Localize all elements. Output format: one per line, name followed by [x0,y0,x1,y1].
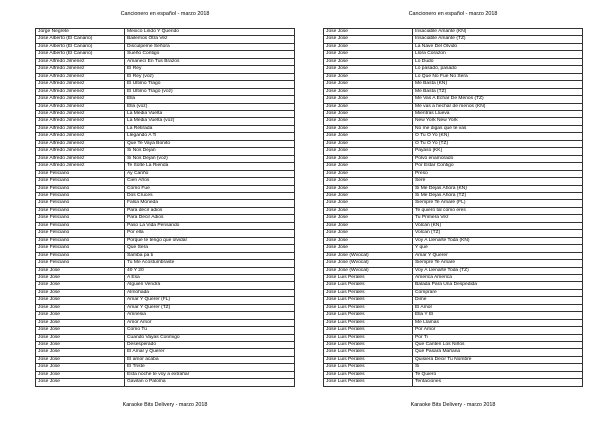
artist-cell: Jose Jose [324,73,413,80]
artist-cell: Jose Luis Perales [324,282,413,289]
table-row [36,282,295,289]
artist-cell: Jose Jose [324,170,413,177]
artist-cell: Jose Jose [324,81,413,88]
table-row [324,349,583,356]
artist-cell: Jose Feliciano [36,215,125,222]
song-cell: Mientras Llueva [413,110,583,117]
artist-cell: Jose Alfredo Jimenez [36,118,125,125]
artist-cell: Jose Jose [36,304,125,311]
table-row [36,148,295,155]
artist-cell: Jose Alfredo Jimenez [36,125,125,132]
table-row [36,155,295,162]
artist-cell: Jose Jose [36,297,125,304]
song-cell: Paso La Vida Pensando [125,222,295,229]
artist-cell: Jose Feliciano [36,260,125,267]
table-row [324,29,583,36]
table-row [36,245,295,252]
table-row [324,222,583,229]
artist-cell: Jose Jose [36,282,125,289]
song-cell: Volcan (TZ) [413,230,583,237]
song-cell: No me digas que te vas [413,125,583,132]
table-row [324,297,583,304]
page-header: Cancionero en español - marzo 2018 [408,11,498,17]
table-row [36,260,295,267]
artist-cell: Jose Luis Perales [324,289,413,296]
song-cell: Y qué [413,245,583,252]
song-cell: Bailemos Otra Vez [125,36,295,43]
artist-cell: Jose Feliciano [36,222,125,229]
table-row [324,215,583,222]
song-cell: Como Fue [125,185,295,192]
table-row [324,364,583,371]
song-cell: Para Decir Adios [125,215,295,222]
table-row [324,103,583,110]
table-row [36,379,295,386]
song-cell: Ay Cariño [125,170,295,177]
song-cell: Dos Cruces [125,192,295,199]
song-cell: Amor Amor [125,319,295,326]
song-cell: Payaso [KK] [413,148,583,155]
table-row [324,118,583,125]
song-cell: Ella [125,96,295,103]
table-row [324,327,583,334]
right-page [323,0,583,424]
artist-cell: Jose Jose [36,334,125,341]
artist-cell: Jose Jose [36,312,125,319]
table-row [324,43,583,50]
song-cell: El Triste [125,364,295,371]
song-cell: Amar Y Querer (FL) [125,297,295,304]
table-row [324,192,583,199]
song-cell: El Ultimo Trago (voz) [125,88,295,95]
song-cell: Que Sera [125,245,295,252]
table-row [36,133,295,140]
artist-cell: Jose Jose [36,289,125,296]
table-row [36,364,295,371]
artist-cell: Jose Jose [324,133,413,140]
song-cell: Esta noche te voy a extrañar [125,371,295,378]
table-row [36,200,295,207]
song-cell: Volcán (KN) [413,222,583,229]
artist-cell: Jose Jose [324,125,413,132]
artist-cell: Jose Jose [324,58,413,65]
song-cell: El Amar y Querer [125,349,295,356]
page-header: Cancionero en español - marzo 2018 [120,11,210,17]
artist-cell: Jose Jose [324,207,413,214]
table-row [36,29,295,36]
song-cell: Llegando A Ti [125,133,295,140]
artist-cell: Jose Feliciano [36,200,125,207]
artist-cell: Jose Jose [324,66,413,73]
table-row [36,103,295,110]
left-page [35,0,295,424]
song-cell: Almohada [125,289,295,296]
song-cell: O Tu O Yo (KN) [413,133,583,140]
song-cell: Quisiera Decir Tu Nombre [413,356,583,363]
song-cell: Me Basta (KN) [413,81,583,88]
table-row [36,312,295,319]
table-row [36,267,295,274]
artist-cell: Jose Feliciano [36,185,125,192]
artist-cell: Jose Jose [324,96,413,103]
table-row [324,334,583,341]
table-row [36,304,295,311]
song-cell: Si Nos Dejan (voz) [125,155,295,162]
song-cell: Falsa Moneda [125,200,295,207]
table-row [324,110,583,117]
table-row [36,342,295,349]
table-row [36,192,295,199]
table-row [324,312,583,319]
table-row [36,110,295,117]
song-cell: Amar Y Querer [413,252,583,259]
artist-cell: Jose Jose [36,379,125,386]
page-footer: Karaoke Bits Delivery - marzo 2018 [410,402,496,408]
song-cell: Gavilan o Paloma [125,379,295,386]
artist-cell: Jose Luis Perales [324,334,413,341]
table-row [324,207,583,214]
artist-cell: Jose Jose [324,163,413,170]
artist-cell: Jose Feliciano [36,170,125,177]
song-cell: El Rey (voz) [125,73,295,80]
song-cell: Samba pa ti [125,252,295,259]
song-table [35,28,295,387]
table-row [324,267,583,274]
song-cell: Ella (voz) [125,103,295,110]
table-row [36,334,295,341]
song-cell: Seré [413,178,583,185]
table-row [36,73,295,80]
artist-cell: Jose Alfredo Jimenez [36,110,125,117]
song-cell: El Amor [413,304,583,311]
artist-cell: Jose Luis Perales [324,379,413,386]
song-cell: Lo Que No Fue No Sera [413,73,583,80]
song-cell: Porque te tengo que olvidar [125,237,295,244]
song-cell: A Esa [125,274,295,281]
song-cell: Me Vas A Echar De Menos (TZ) [413,96,583,103]
artist-cell: Jose Luis Perales [324,364,413,371]
song-cell: Para decir adios [125,207,295,214]
song-cell: Insaciable Amante (TZ) [413,36,583,43]
artist-cell: Jose Luis Perales [324,312,413,319]
table-row [324,245,583,252]
song-cell: Lo pasado, pasado [413,66,583,73]
song-cell: Sueño Contigo [125,51,295,58]
artist-cell: Jose Jose [324,51,413,58]
artist-cell: Jose Jose [324,192,413,199]
table-row [324,237,583,244]
artist-cell: Jose Jose [324,155,413,162]
artist-cell: Jose Jose [324,215,413,222]
song-cell: Comprare [413,289,583,296]
song-cell: Que Te Vaya Bonito [125,140,295,147]
table-row [324,230,583,237]
song-cell: La Media Vuelta (voz) [125,118,295,125]
artist-cell: Jose Jose [324,103,413,110]
table-row [324,379,583,386]
artist-cell: Jose Luis Perales [324,356,413,363]
table-row [324,58,583,65]
song-cell: New York New York [413,118,583,125]
artist-cell: Jose Alfredo Jimenez [36,133,125,140]
song-cell: Dime [413,297,583,304]
artist-cell: Jose Jose [36,349,125,356]
artist-cell: Jose Alfredo Jimenez [36,148,125,155]
song-cell: Cien Años [125,178,295,185]
artist-cell: Jose Alfredo Jimenez [36,58,125,65]
song-cell: Por Amor [413,327,583,334]
song-cell: Qué Pasará Mañana [413,349,583,356]
table-row [36,66,295,73]
song-cell: Tu Primera Vez [413,215,583,222]
artist-cell: Jose Jose [324,29,413,36]
artist-cell: Jose Jose [324,88,413,95]
table-row [324,163,583,170]
table-row [324,81,583,88]
song-cell: Por ella [125,230,295,237]
table-row [324,371,583,378]
song-cell: O Tu O Yo (TZ) [413,140,583,147]
table-row [36,43,295,50]
table-row [324,140,583,147]
artist-cell: Jose Jose [36,371,125,378]
artist-cell: Jose Luis Perales [324,297,413,304]
song-cell: Disculpeme Señora [125,43,295,50]
song-cell: Tu Me Acostumbraste [125,260,295,267]
table-row [36,88,295,95]
artist-cell: Jose Jose [36,267,125,274]
table-row [36,319,295,326]
song-cell: Me vas a hechar de menos (KN) [413,103,583,110]
artist-cell: Jose Jose [324,237,413,244]
artist-cell: Jose Luis Perales [324,304,413,311]
table-row [36,170,295,177]
artist-cell: Jose Jose [324,36,413,43]
table-row [324,289,583,296]
artist-cell: Jose Alfredo Jimenez [36,88,125,95]
song-cell: Voy A Llenarte Toda (KN) [413,237,583,244]
song-cell: Me Basta (TZ) [413,88,583,95]
artist-cell: Jorge Negrete [36,29,125,36]
song-cell: Alguien Vendrá [125,282,295,289]
artist-cell: Jose Luis Perales [324,327,413,334]
song-cell: Lo Dudo [413,58,583,65]
artist-cell: Jose Luis Perales [324,319,413,326]
artist-cell: Jose Jose [36,342,125,349]
table-row [36,163,295,170]
table-row [324,274,583,281]
artist-cell: Jose Jose [324,200,413,207]
song-cell: Te quiero tal como eres [413,207,583,214]
table-row [36,237,295,244]
song-cell: Llora Corazon [413,51,583,58]
artist-cell: Jose Jose [36,319,125,326]
table-row [324,170,583,177]
table-row [36,349,295,356]
song-cell: Amnesia [125,312,295,319]
song-cell: Amanecí En Tus Brazos [125,58,295,65]
table-row [36,125,295,132]
song-cell: Preso [413,170,583,177]
table-row [36,274,295,281]
table-row [324,125,583,132]
artist-cell: Jose Jose [324,148,413,155]
song-cell: Mexico Lindo Y Querido [125,29,295,36]
song-cell: Si Me Dejas Ahora (KN) [413,185,583,192]
table-row [36,81,295,88]
song-cell: Que Canten Los Niños [413,342,583,349]
table-row [36,58,295,65]
song-cell: Amar Y Querer (TZ) [125,304,295,311]
artist-cell: Jose Luis Perales [324,274,413,281]
table-row [324,36,583,43]
artist-cell: Jose Luis Perales [324,371,413,378]
table-row [36,140,295,147]
table-row [36,222,295,229]
table-row [324,200,583,207]
table-row [324,148,583,155]
song-cell: Voy A Llenarte Toda (TZ) [413,267,583,274]
table-row [324,319,583,326]
table-row [36,289,295,296]
artist-cell: Jose Jose [324,185,413,192]
artist-cell: Jose Alfredo Jimenez [36,81,125,88]
table-row [324,51,583,58]
table-row [324,282,583,289]
song-cell: El amor acaba [125,356,295,363]
song-cell: El Rey [125,66,295,73]
artist-cell: Jose Jose [36,364,125,371]
artist-cell: Jose Jose [324,110,413,117]
table-row [36,215,295,222]
artist-cell: Jose Alfredo Jimenez [36,66,125,73]
table-row [324,73,583,80]
table-row [36,36,295,43]
table-row [324,133,583,140]
song-cell: Cuando Vayas Conmigo [125,334,295,341]
artist-cell: Jose Feliciano [36,237,125,244]
artist-cell: Jose Alberto (El Canario) [36,51,125,58]
song-cell: Polvo enamorado [413,155,583,162]
artist-cell: Jose Jose [324,230,413,237]
artist-cell: Jose Feliciano [36,230,125,237]
artist-cell: Jose Alfredo Jimenez [36,96,125,103]
song-cell: La Media Vuelta [125,110,295,117]
artist-cell: Jose Jose [324,43,413,50]
song-cell: La Retirada [125,125,295,132]
table-row [36,185,295,192]
song-cell: Me Llamas [413,319,583,326]
artist-cell: Jose Jose [36,327,125,334]
table-row [36,371,295,378]
table-row [36,207,295,214]
artist-cell: Jose Feliciano [36,192,125,199]
song-cell: Balada Para Una Despedida [413,282,583,289]
artist-cell: Jose Jose [324,222,413,229]
artist-cell: Jose Jose [324,118,413,125]
artist-cell: Jose Alfredo Jimenez [36,73,125,80]
artist-cell: Jose Alberto (El Canario) [36,43,125,50]
song-cell: Ella Y El [413,312,583,319]
artist-cell: Jose Alfredo Jimenez [36,140,125,147]
song-cell: Si [413,364,583,371]
table-row [324,342,583,349]
table-row [324,252,583,259]
song-cell: Siempre Te Amaré (FL) [413,200,583,207]
song-cell: Insaciable Amante (KN) [413,29,583,36]
song-cell: Como Tú [125,327,295,334]
song-table [323,28,583,387]
song-cell: 40 Y 20 [125,267,295,274]
song-cell: El Ultimo Trago [125,81,295,88]
artist-cell: Jose Alberto (El Canario) [36,36,125,43]
table-row [324,260,583,267]
table-row [36,118,295,125]
song-cell: Por Ti [413,334,583,341]
table-row [36,51,295,58]
artist-cell: Jose Jose [324,178,413,185]
table-row [324,178,583,185]
table-row [324,304,583,311]
song-cell: Si Me Dejas Ahora (TZ) [413,192,583,199]
song-cell: Te Quiero [413,371,583,378]
artist-cell: Jose Jose [36,356,125,363]
song-cell: America America [413,274,583,281]
table-row [36,178,295,185]
song-cell: Desesperado [125,342,295,349]
table-row [324,88,583,95]
artist-cell: Jose Alfredo Jimenez [36,155,125,162]
artist-cell: Jose Feliciano [36,245,125,252]
table-row [324,185,583,192]
artist-cell: Jose Feliciano [36,207,125,214]
artist-cell: Jose Alfredo Jimenez [36,103,125,110]
table-row [36,252,295,259]
artist-cell: Jose Feliciano [36,252,125,259]
artist-cell: Jose Feliciano [36,178,125,185]
song-cell: Siempre Te Amaré [413,260,583,267]
artist-cell: Jose Jose [324,140,413,147]
table-row [324,66,583,73]
table-row [324,356,583,363]
song-cell: Tentaciones [413,379,583,386]
table-row [36,230,295,237]
table-row [36,356,295,363]
artist-cell: Jose Alfredo Jimenez [36,163,125,170]
artist-cell: Jose Jose (Wvocal) [324,252,413,259]
table-row [36,327,295,334]
artist-cell: Jose Jose (Wvocal) [324,260,413,267]
song-cell: Por Estar Contigo [413,163,583,170]
artist-cell: Jose Jose (Wvocal) [324,267,413,274]
table-row [36,297,295,304]
artist-cell: Jose Jose [324,245,413,252]
song-cell: Si Nos Dejan [125,148,295,155]
song-cell: La Nave Del Olvido [413,43,583,50]
artist-cell: Jose Jose [36,274,125,281]
table-row [324,155,583,162]
table-row [324,96,583,103]
artist-cell: Jose Luis Perales [324,349,413,356]
artist-cell: Jose Luis Perales [324,342,413,349]
song-cell: Te Solte La Rienda [125,163,295,170]
page-footer: Karaoke Bits Delivery - marzo 2018 [122,402,208,408]
table-row [36,96,295,103]
